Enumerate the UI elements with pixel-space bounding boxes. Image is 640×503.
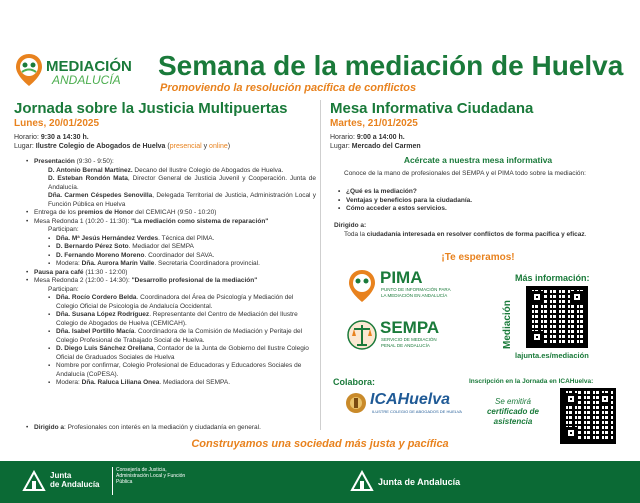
right-dirigido-pre: Toda la (344, 231, 367, 238)
mesa1-prefix: Mesa Redonda 1 (10:20 - 11:30): (34, 217, 132, 225)
ica-part: ICA (370, 391, 398, 408)
crest-icon (345, 392, 367, 414)
speaker-2 (48, 175, 316, 192)
speaker-2-role: , Director General de Justicia Juvenil y Cooperación. Junta de Andalucía. (48, 175, 316, 191)
mesa2-item (48, 328, 316, 345)
left-program (26, 158, 316, 388)
right-bullet: • Ventajas y beneficios para la ciudadanía. (338, 196, 473, 204)
program-mesa-2 (26, 277, 316, 388)
junta-word: Junta (50, 471, 72, 480)
mesa2-item (48, 345, 316, 362)
mesa2-participan: Participan: (48, 285, 79, 293)
schedule-label: Horario: (14, 134, 41, 141)
page-subtitle: Promoviendo la resolución pacífica de conflictos (160, 82, 417, 94)
program-presentacion (26, 158, 316, 209)
sempa-desc: SERVICIO DE MEDIACIÓN PENAL DE ANDALUCÍA (381, 337, 437, 348)
certificado-note (478, 397, 548, 427)
m1-2-role: . Mediador del SEMPA (128, 243, 194, 250)
pima-logo (347, 268, 377, 304)
mesa2-item (48, 311, 316, 328)
m1-1-name: Dña. Mª Jesús Hernández Verdes (56, 234, 159, 242)
mesa1-item (48, 235, 316, 244)
vertical-label-text: Mediación (502, 300, 513, 349)
sempa-name: SEMPA (380, 318, 440, 337)
logo-word: MEDIACIÓN (46, 58, 132, 75)
mode-and: y (201, 143, 210, 150)
icahuelva-logo-text (370, 391, 450, 409)
right-place-value: Mercado del Carmen (351, 143, 421, 150)
m2-2-name: Dña. Susana López Rodríguez (56, 311, 150, 318)
right-bullets (338, 188, 618, 214)
left-dirigido: • Dirigido a: Profesionales con interés en la mediación y ciudadanía en general. (26, 424, 261, 431)
speaker-2-name: D. Esteban Rondón Mata (48, 175, 128, 182)
place-label: Lugar: (14, 143, 36, 150)
m2-6-prefix: Modera: (56, 379, 82, 386)
honor-suffix: del CEMICAH (9:50 - 10:20) (133, 209, 217, 216)
right-bullet: • Cómo acceder a estos servicios. (338, 205, 447, 212)
mesa1-item (48, 243, 316, 252)
left-place (14, 142, 319, 151)
column-divider (320, 100, 321, 430)
right-schedule-value: 9:00 a 14:00 h. (356, 134, 405, 141)
mesa2-item (48, 294, 316, 311)
program-mesa-1 (26, 218, 316, 269)
mediacion-pin-icon (14, 52, 44, 88)
certificado-bold: certificado de asistencia (486, 407, 539, 426)
page-title: Semana de la mediación de Huelva (158, 50, 624, 81)
huelva-part: Huelva (397, 391, 451, 408)
junta-emblem-icon (22, 470, 46, 494)
m2-5-text: Nombre por confirmar, Colegio Profesional de Educadoras y Educadores Sociales de Andalucía (CoPESA). (56, 362, 302, 378)
slogan: Construyamos una sociedad más justa y pacífica (191, 438, 449, 450)
qr-code-inscripcion[interactable] (560, 388, 616, 444)
mesa2-prefix: Mesa Redonda 2 (12:00 - 14:30): (34, 277, 132, 284)
m2-2-role: . Representante del Centro de Mediación del Ilustre Colegio de Abogados de Huelva (CEMICAH). (56, 311, 298, 327)
right-place-label: Lugar: (330, 143, 352, 150)
junta-region: de Andalucía (50, 480, 100, 489)
right-dirigido-label: Dirigido a: (334, 222, 367, 229)
mediacion-logo (14, 52, 44, 88)
speaker-1-name: D. Antonio Bernal Martínez. (48, 166, 133, 174)
m1-2-name: D. Bernardo Pérez Soto (56, 243, 129, 250)
right-bullet-text: ¿Qué es la mediación? (346, 188, 417, 195)
cta-heading: Acércate a nuestra mesa informativa (403, 155, 553, 165)
speaker-3-role: , Delegada Territorial de Justicia, Administración Local y Función Pública en Huelva (48, 192, 316, 208)
consejeria-name: Consejería de Justicia, Administración Local y Función Pública (116, 467, 186, 485)
pima-name: PIMA (380, 268, 423, 287)
mesa1-participan: Participan: (48, 226, 79, 233)
right-section-date: Martes, 21/01/2025 (330, 118, 418, 129)
more-info-url[interactable]: lajunta.es/mediación (515, 351, 589, 360)
m2-4-role: , Contador de la Junta de Gobierno del Ilustre Colegio Oficial de Graduados Sociales de Huelva (56, 345, 309, 361)
pausa-time: (11:30 - 12:00) (83, 268, 128, 276)
mode-online: online (209, 143, 228, 150)
mesa2-item (48, 379, 316, 388)
program-pausa (26, 269, 316, 278)
m2-1-role: . Coordinadora del Área de Psicología y Mediación del Colegio Oficial de Psicología de Andalucía Occidental. (56, 294, 294, 310)
junta-logo-left (22, 470, 46, 494)
junta-emblem-icon (350, 470, 374, 494)
right-place (330, 142, 421, 151)
icahuelva-tagline: ILUSTRE COLEGIO DE ABOGADOS DE HUELVA (372, 409, 462, 414)
right-dirigido-bold: ciudadanía interesada en resolver conflictos de forma pacífica y eficaz (366, 231, 585, 238)
m1-1-role: . Técnica del PIMA. (158, 234, 215, 242)
junta-logo-right (350, 470, 374, 494)
inscripcion-label: Inscripción en la Jornada en ICAHuelva: (469, 378, 594, 385)
certificado-pre: Se emitirá (494, 397, 531, 406)
honor-prefix: Entrega de los (34, 209, 78, 216)
footer-divider (112, 467, 113, 495)
m2-6-role: . Mediadora del SEMPA. (159, 379, 231, 386)
colabora-label: Colabora: (333, 377, 376, 387)
right-bullet: • ¿Qué es la mediación? (338, 188, 417, 195)
logo-region: ANDALUCÍA (52, 73, 121, 87)
mesa1-item (48, 260, 316, 269)
m1-3-role: . Coordinador del SAVA. (144, 251, 215, 259)
esperamos-text: ¡Te esperamos! (441, 252, 515, 263)
m2-3-name: Dña. Isabel Portillo Macía (56, 328, 135, 335)
left-schedule (14, 133, 314, 142)
left-section-date: Lunes, 20/01/2025 (14, 118, 100, 129)
icahuelva-crest (345, 392, 367, 414)
presentacion-label: Presentación (34, 158, 75, 165)
speaker-3-name: Dña. Carmen Céspedes Senovilla (48, 192, 153, 199)
honor-bold: premios de Honor (77, 209, 134, 216)
right-intro: Conoce de la mano de profesionales del SEMPA y el PIMA todo sobre la mediación: (344, 170, 586, 177)
m2-1-name: Dña. Rocío Cordero Belda (56, 294, 137, 301)
mode-suffix: ) (227, 143, 231, 150)
mesa1-title: "La mediación como sistema de reparación" (131, 217, 269, 225)
right-bullet-text: Ventajas y beneficios para la ciudadanía. (346, 196, 473, 204)
speaker-1-role: Decano del Ilustre Colegio de Abogados de Huelva. (132, 166, 284, 174)
scales-icon (347, 318, 377, 352)
pima-pin-icon (347, 268, 377, 304)
speaker-1 (48, 167, 316, 176)
m1-4-role: . Secretaria Coordinadora provincial. (154, 260, 260, 267)
left-section-title: Jornada sobre la Justicia Multipuertas (14, 100, 288, 117)
m1-4-prefix: Modera: (56, 260, 82, 267)
mesa2-item (48, 362, 316, 379)
more-info-label: Más información: (515, 273, 590, 283)
sempa-logo (347, 318, 377, 352)
pausa-label: Pausa para café (34, 268, 84, 276)
mesa2-title: "Desarrollo profesional de la mediación" (131, 277, 258, 284)
m1-4-name: Dña. Aurora Marín Valle (81, 260, 155, 267)
speaker-3 (48, 192, 316, 209)
place-value: Ilustre Colegio de Abogados de Huelva (35, 143, 166, 150)
schedule-value: 9:30 a 14:30 h. (40, 134, 89, 141)
m2-4-name: D. Diego Luis Sánchez Orellana (56, 345, 154, 352)
left-dirigido-text: : Profesionales con interés en la mediación y ciudadanía en general. (63, 424, 261, 431)
right-bullet-text: Cómo acceder a estos servicios. (346, 205, 447, 212)
m2-6-name: Dña. Raluca Liliana Onea (81, 379, 160, 386)
right-section-title: Mesa Informativa Ciudadana (330, 100, 534, 117)
m1-3-name: D. Fernando Moreno Moreno (56, 251, 145, 259)
qr-code-more-info[interactable] (526, 286, 588, 348)
right-schedule (330, 133, 405, 142)
right-dirigido (334, 231, 626, 240)
right-dirigido-post: . (584, 231, 587, 238)
presentacion-time: (9:30 - 9:50): (74, 158, 114, 165)
m2-3-role: . Coordinadora de la Comisión de Mediación y Peritaje del Colegio Profesional de Trabajado Social de Huelva. (56, 328, 303, 344)
mesa1-item (48, 252, 316, 261)
program-honor (26, 209, 316, 218)
right-schedule-label: Horario: (330, 134, 357, 141)
junta-name-right: Junta de Andalucía (378, 477, 461, 487)
pima-desc: PUNTO DE INFORMACIÓN PARA LA MEDIACIÓN EN ANDALUCÍA (381, 287, 451, 298)
mode-prefix: ( (165, 143, 170, 150)
left-dirigido-label: Dirigido a (34, 424, 64, 431)
junta-name-left (50, 471, 100, 489)
mode-presencial: presencial (169, 143, 202, 150)
